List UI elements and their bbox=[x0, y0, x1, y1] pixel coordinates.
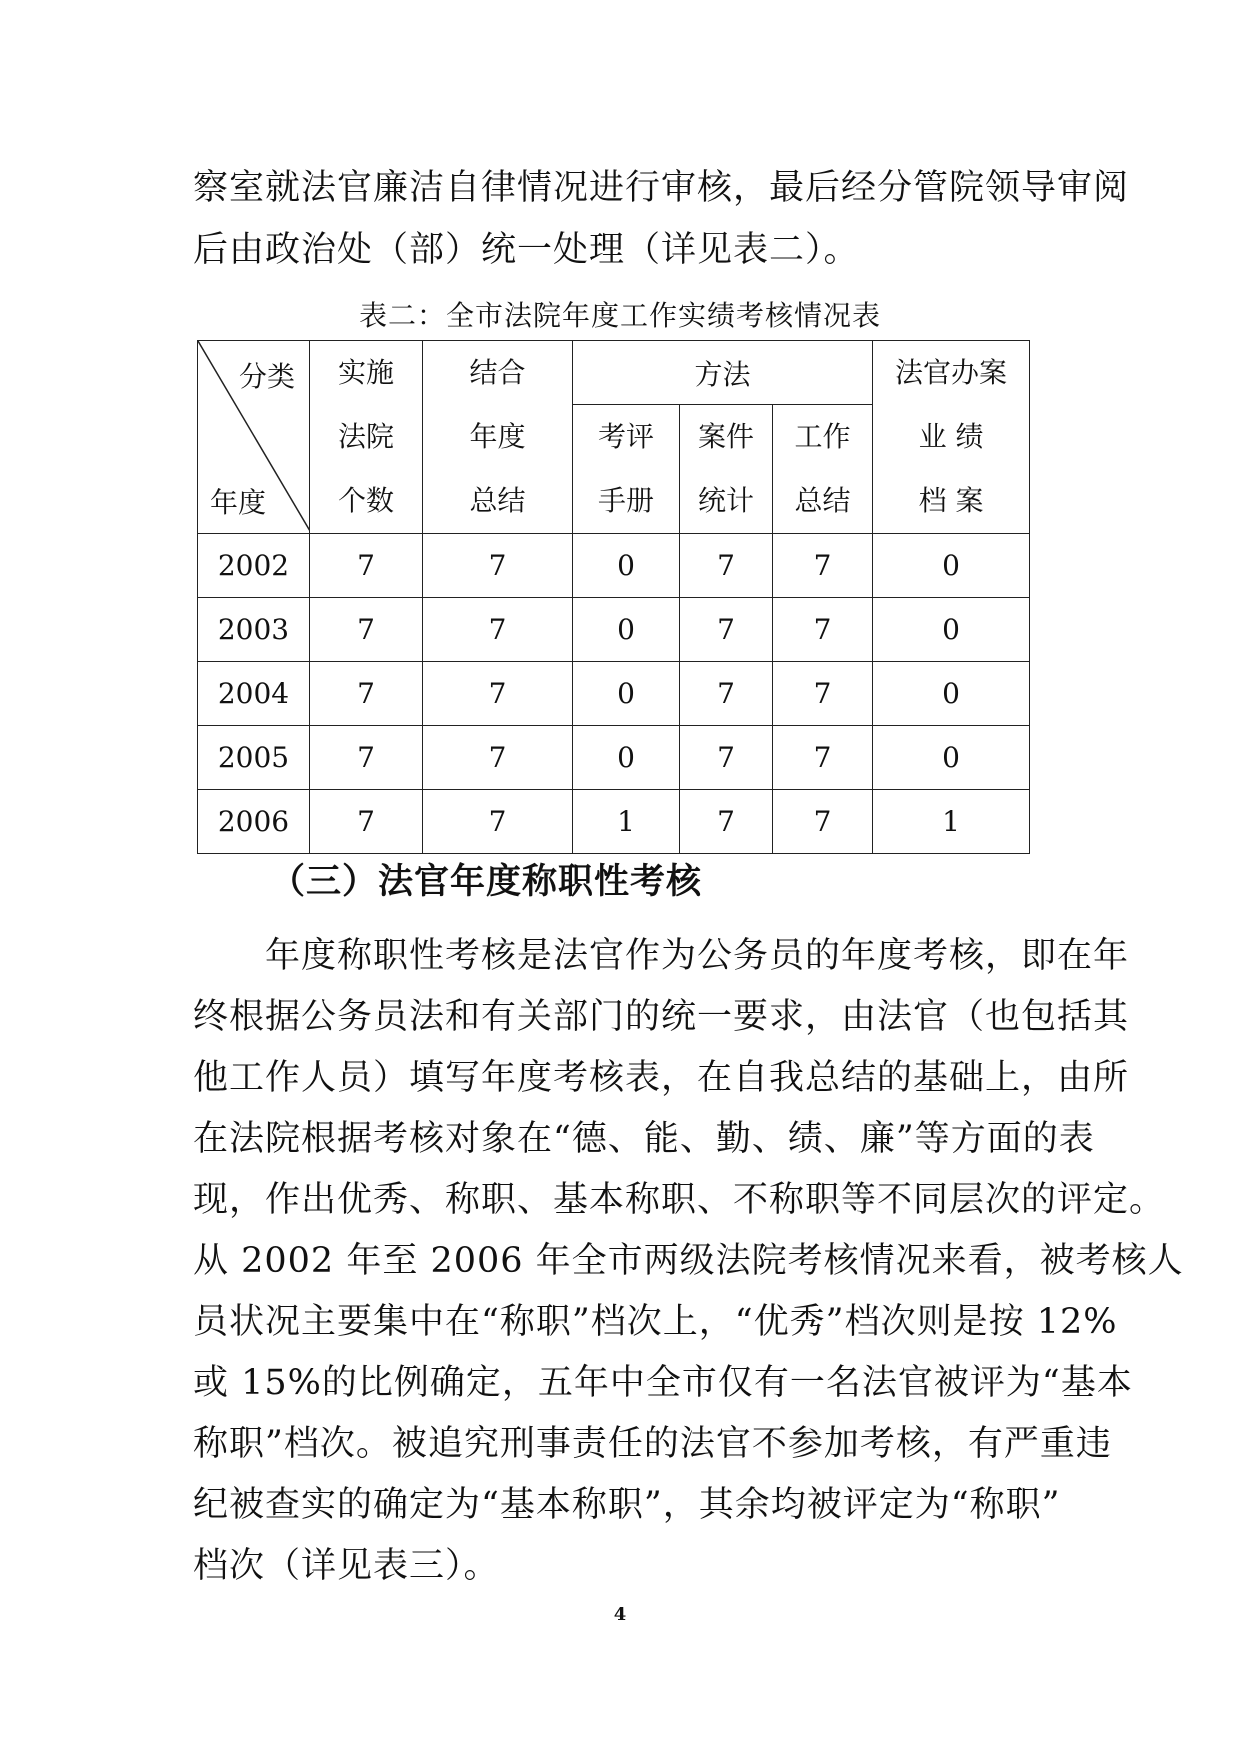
intro-line-2: 后由政治处（部）统一处理（详见表二）。 bbox=[193, 230, 860, 270]
header-handbook-line-1: 考评 bbox=[597, 420, 654, 453]
year-cell: 2006 bbox=[198, 790, 310, 854]
body-line-3: 他工作人员）填写年度考核表，在自我总结的基础上，由所 bbox=[193, 1058, 1130, 1098]
page-number: 4 bbox=[613, 1604, 627, 1625]
table-cell: 7 bbox=[680, 726, 773, 790]
body-line-8: 或 15%的比例确定，五年中全市仅有一名法官被评为“基本 bbox=[193, 1363, 1133, 1403]
table-cell: 0 bbox=[873, 598, 1030, 662]
body-line-11: 档次（详见表三）。 bbox=[193, 1546, 500, 1586]
table-cell: 7 bbox=[680, 598, 773, 662]
table-cell: 7 bbox=[680, 534, 773, 598]
header-courts-line-3: 个数 bbox=[337, 484, 394, 517]
table-row bbox=[198, 726, 1030, 790]
header-combined-summary bbox=[423, 341, 573, 534]
header-archive-line-3: 档 案 bbox=[918, 484, 984, 517]
header-case-stats-line-1: 案件 bbox=[697, 420, 754, 453]
table-cell: 0 bbox=[573, 726, 680, 790]
body-line-7: 员状况主要集中在“称职”档次上，“优秀”档次则是按 12% bbox=[193, 1302, 1118, 1342]
table-cell: 7 bbox=[773, 598, 873, 662]
table-cell: 7 bbox=[310, 790, 423, 854]
table-row bbox=[198, 662, 1030, 726]
year-cell: 2002 bbox=[198, 534, 310, 598]
header-work-summary-line-2: 总结 bbox=[794, 484, 851, 517]
table-cell: 7 bbox=[680, 662, 773, 726]
table-cell: 7 bbox=[423, 790, 573, 854]
header-archive-line-1: 法官办案 bbox=[895, 356, 1008, 389]
performance-table bbox=[197, 340, 1030, 854]
body-line-10: 纪被查实的确定为“基本称职”，其余均被评定为“称职” bbox=[193, 1485, 1061, 1525]
header-method-work-summary bbox=[773, 405, 873, 534]
body-line-5: 现，作出优秀、称职、基本称职、不称职等不同层次的评定。 bbox=[193, 1180, 1166, 1220]
header-courts-line-1: 实施 bbox=[337, 356, 394, 389]
table-cell: 7 bbox=[773, 726, 873, 790]
table-cell: 0 bbox=[573, 662, 680, 726]
header-courts-count bbox=[310, 341, 423, 534]
table-cell: 7 bbox=[310, 598, 423, 662]
body-line-2: 终根据公务员法和有关部门的统一要求，由法官（也包括其 bbox=[193, 997, 1130, 1037]
header-combined-line-1: 结合 bbox=[469, 356, 526, 389]
header-case-stats-line-2: 统计 bbox=[697, 484, 754, 517]
table-cell: 0 bbox=[873, 662, 1030, 726]
table-cell: 7 bbox=[423, 598, 573, 662]
intro-line-1: 察室就法官廉洁自律情况进行审核，最后经分管院领导审阅 bbox=[193, 168, 1130, 208]
table-cell: 7 bbox=[423, 534, 573, 598]
table-cell: 7 bbox=[423, 662, 573, 726]
table-row bbox=[198, 790, 1030, 854]
table-cell: 7 bbox=[680, 790, 773, 854]
table-cell: 0 bbox=[873, 534, 1030, 598]
year-cell: 2004 bbox=[198, 662, 310, 726]
header-combined-line-2: 年度 bbox=[469, 420, 526, 453]
table-cell: 0 bbox=[573, 534, 680, 598]
corner-bottom-label: 年度 bbox=[210, 486, 267, 519]
table-cell: 7 bbox=[773, 662, 873, 726]
table-cell: 7 bbox=[773, 790, 873, 854]
corner-header-cell bbox=[198, 341, 310, 534]
header-combined-line-3: 总结 bbox=[469, 484, 526, 517]
table-cell: 1 bbox=[873, 790, 1030, 854]
table-cell: 0 bbox=[873, 726, 1030, 790]
table-cell: 7 bbox=[310, 534, 423, 598]
body-line-1: 年度称职性考核是法官作为公务员的年度考核，即在年 bbox=[193, 936, 1130, 976]
table-cell: 7 bbox=[310, 726, 423, 790]
corner-top-label: 分类 bbox=[238, 360, 295, 393]
table-row bbox=[198, 534, 1030, 598]
body-line-9: 称职”档次。被追究刑事责任的法官不参加考核，有严重违 bbox=[193, 1424, 1112, 1464]
section-heading: （三）法官年度称职性考核 bbox=[270, 862, 703, 902]
table-cell: 7 bbox=[423, 726, 573, 790]
table-caption: 表二：全市法院年度工作实绩考核情况表 bbox=[358, 299, 881, 332]
table-cell: 0 bbox=[573, 598, 680, 662]
table-cell: 7 bbox=[310, 662, 423, 726]
header-method-handbook bbox=[573, 405, 680, 534]
header-method-case-stats bbox=[680, 405, 773, 534]
table-row bbox=[198, 598, 1030, 662]
header-handbook-line-2: 手册 bbox=[597, 484, 654, 517]
body-line-6: 从 2002 年至 2006 年全市两级法院考核情况来看，被考核人 bbox=[193, 1241, 1184, 1281]
body-line-4: 在法院根据考核对象在“德、能、勤、绩、廉”等方面的表 bbox=[193, 1119, 1095, 1159]
table-cell: 1 bbox=[573, 790, 680, 854]
header-archive-line-2: 业 绩 bbox=[918, 420, 984, 453]
table-cell: 7 bbox=[773, 534, 873, 598]
header-courts-line-2: 法院 bbox=[337, 420, 394, 453]
header-work-summary-line-1: 工作 bbox=[794, 420, 851, 453]
header-method-group: 方法 bbox=[573, 341, 873, 405]
year-cell: 2003 bbox=[198, 598, 310, 662]
year-cell: 2005 bbox=[198, 726, 310, 790]
header-archive bbox=[873, 341, 1030, 534]
